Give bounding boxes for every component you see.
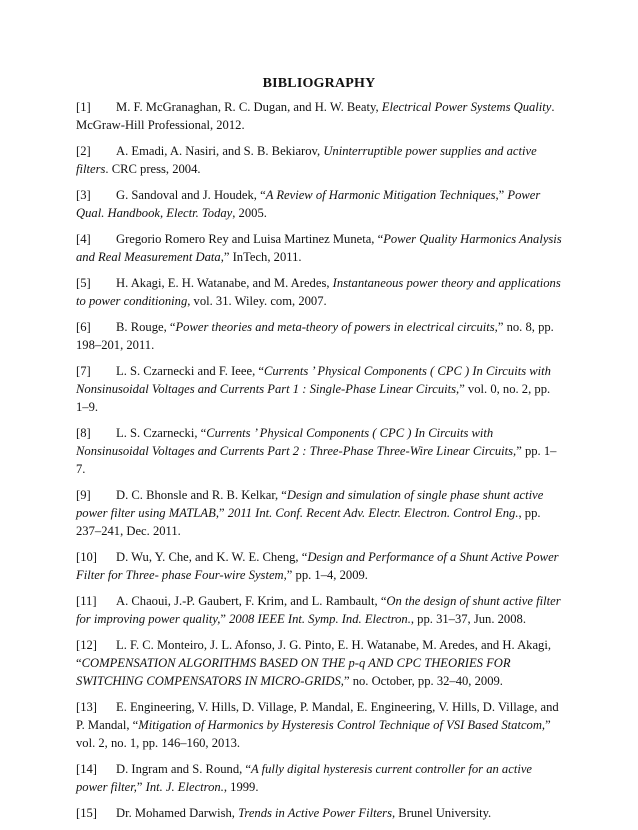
reference-item <box>76 636 564 690</box>
reference-italic-text: 2008 IEEE Int. Symp. Ind. Electron. <box>229 612 411 626</box>
reference-item <box>76 142 564 178</box>
reference-italic-text: Int. J. Electron. <box>145 780 224 794</box>
reference-text: L. S. Czarnecki, “ <box>116 426 207 440</box>
reference-text: E. Engineering, V. Hills, D. Village, P. Mandal, E. Engineering, V. Hills, D. Village, and P. Mandal, “ <box>76 700 559 732</box>
reference-item <box>76 98 564 134</box>
reference-italic-text: On the design of shunt active filter for improving power quality, <box>76 594 561 626</box>
reference-number: [11] <box>76 594 97 608</box>
reference-item <box>76 274 564 310</box>
reference-item <box>76 760 564 796</box>
page-title: BIBLIOGRAPHY <box>262 76 376 91</box>
reference-list <box>76 98 564 830</box>
reference-text: Dr. Mohamed Darwish, <box>116 806 239 820</box>
reference-italic-text: Mitigation of Harmonics by Hysteresis Control Technique of VSI Based Statcom, <box>138 718 546 732</box>
reference-text: ” no. 8, pp. 198–201, 2011. <box>76 320 554 352</box>
reference-italic-text: Design and simulation of single phase shunt active power filter using MATLAB, <box>76 488 544 520</box>
reference-number: [2] <box>76 144 91 158</box>
reference-text: A. Emadi, A. Nasiri, and S. B. Bekiarov, <box>116 144 324 158</box>
reference-text: ” vol. 0, no. 2, pp. 1–9. <box>76 382 551 414</box>
reference-text: Gregorio Romero Rey and Luisa Martinez Muneta, “ <box>116 232 384 246</box>
reference-number: [9] <box>76 488 91 502</box>
reference-number: [8] <box>76 426 91 440</box>
reference-text: , pp. 237–241, Dec. 2011. <box>76 506 541 538</box>
reference-item <box>76 486 564 540</box>
reference-item <box>76 804 564 822</box>
reference-italic-text: Power Quality Harmonics Analysis and Real Measurement Data <box>76 232 562 264</box>
reference-number: [1] <box>76 100 91 114</box>
reference-italic-text: COMPENSATION ALGORITHMS BASED ON THE p-q AND CPC THEORIES FOR SWITCHING COMPENSATORS IN MICRO-GRIDS, <box>76 656 511 688</box>
reference-text: ” <box>498 188 508 202</box>
reference-number: [15] <box>76 806 97 820</box>
reference-text: . CRC press, 2004. <box>105 162 201 176</box>
reference-number: [3] <box>76 188 91 202</box>
reference-item <box>76 592 564 628</box>
reference-item <box>76 362 564 416</box>
reference-text: , 2005. <box>232 206 267 220</box>
reference-item <box>76 424 564 478</box>
reference-number: [7] <box>76 364 91 378</box>
reference-text: ” <box>136 780 146 794</box>
reference-number: [14] <box>76 762 97 776</box>
reference-item <box>76 698 564 752</box>
reference-text: , vol. 31. Wiley. com, 2007. <box>187 294 327 308</box>
reference-italic-text: A fully digital hysteresis current controller for an active power filter, <box>76 762 533 794</box>
reference-item <box>76 548 564 584</box>
reference-text: ,” InTech, 2011. <box>220 250 302 264</box>
reference-text: ” <box>218 506 228 520</box>
reference-text: ” pp. 1–7. <box>76 444 557 476</box>
reference-text: L. F. C. Monteiro, J. L. Afonso, J. G. Pinto, E. H. Watanabe, M. Aredes, and H. Akagi, “ <box>76 638 551 670</box>
reference-text: B. Rouge, “ <box>116 320 176 334</box>
reference-italic-text: 2011 Int. Conf. Recent Adv. Electr. Electron. Control Eng. <box>227 506 519 520</box>
reference-italic-text: Uninterruptible power supplies and active filters <box>76 144 537 176</box>
reference-number: [6] <box>76 320 91 334</box>
reference-text: ” no. October, pp. 32–40, 2009. <box>343 674 503 688</box>
reference-text: M. F. McGranaghan, R. C. Dugan, and H. W. Beaty, <box>116 100 382 114</box>
reference-item <box>76 230 564 266</box>
reference-text: D. Ingram and S. Round, “ <box>116 762 252 776</box>
reference-number: [4] <box>76 232 91 246</box>
reference-text: A. Chaoui, J.-P. Gaubert, F. Krim, and L. Rambault, “ <box>116 594 387 608</box>
reference-italic-text: Power theories and meta-theory of powers in electrical circuits, <box>175 320 498 334</box>
reference-italic-text: Power Qual. Handbook, Electr. Today <box>76 188 541 220</box>
reference-text: . McGraw-Hill Professional, 2012. <box>76 100 555 132</box>
reference-italic-text: A Review of Harmonic Mitigation Techniques, <box>265 188 499 202</box>
reference-number: [5] <box>76 276 91 290</box>
reference-item <box>76 186 564 222</box>
reference-text: D. Wu, Y. Che, and K. W. E. Cheng, “ <box>116 550 308 564</box>
reference-number: [13] <box>76 700 97 714</box>
reference-italic-text: Currents ’ Physical Components ( CPC ) In Circuits with Nonsinusoidal Voltages and Currents Part 2 : Three-Phase Three-Wire Linear Circuits, <box>76 426 517 458</box>
reference-number: [10] <box>76 550 97 564</box>
reference-text: ” vol. 2, no. 1, pp. 146–160, 2013. <box>76 718 551 750</box>
reference-text: , pp. 31–37, Jun. 2008. <box>410 612 526 626</box>
reference-text: D. C. Bhonsle and R. B. Kelkar, “ <box>116 488 287 502</box>
reference-italic-text: Electrical Power Systems Quality <box>381 100 552 114</box>
reference-item <box>76 318 564 354</box>
reference-text: , 1999. <box>223 780 259 794</box>
reference-italic-text: Currents ’ Physical Components ( CPC ) In Circuits with Nonsinusoidal Voltages and Currents Part 1 : Single-Phase Linear Circuits, <box>76 364 551 396</box>
reference-text: H. Akagi, E. H. Watanabe, and M. Aredes, <box>116 276 333 290</box>
reference-text: L. S. Czarnecki and F. Ieee, “ <box>116 364 264 378</box>
reference-text: G. Sandoval and J. Houdek, “ <box>116 188 266 202</box>
reference-number: [12] <box>76 638 97 652</box>
reference-text: ” <box>220 612 230 626</box>
reference-text: ” pp. 1–4, 2009. <box>286 568 368 582</box>
reference-text: Brunel University. <box>395 806 492 820</box>
reference-italic-text: Trends in Active Power Filters, <box>238 806 396 820</box>
reference-italic-text: Instantaneous power theory and applications to power conditioning <box>76 276 561 308</box>
reference-italic-text: Design and Performance of a Shunt Active Power Filter for Three- phase Four-wire System, <box>76 550 559 582</box>
